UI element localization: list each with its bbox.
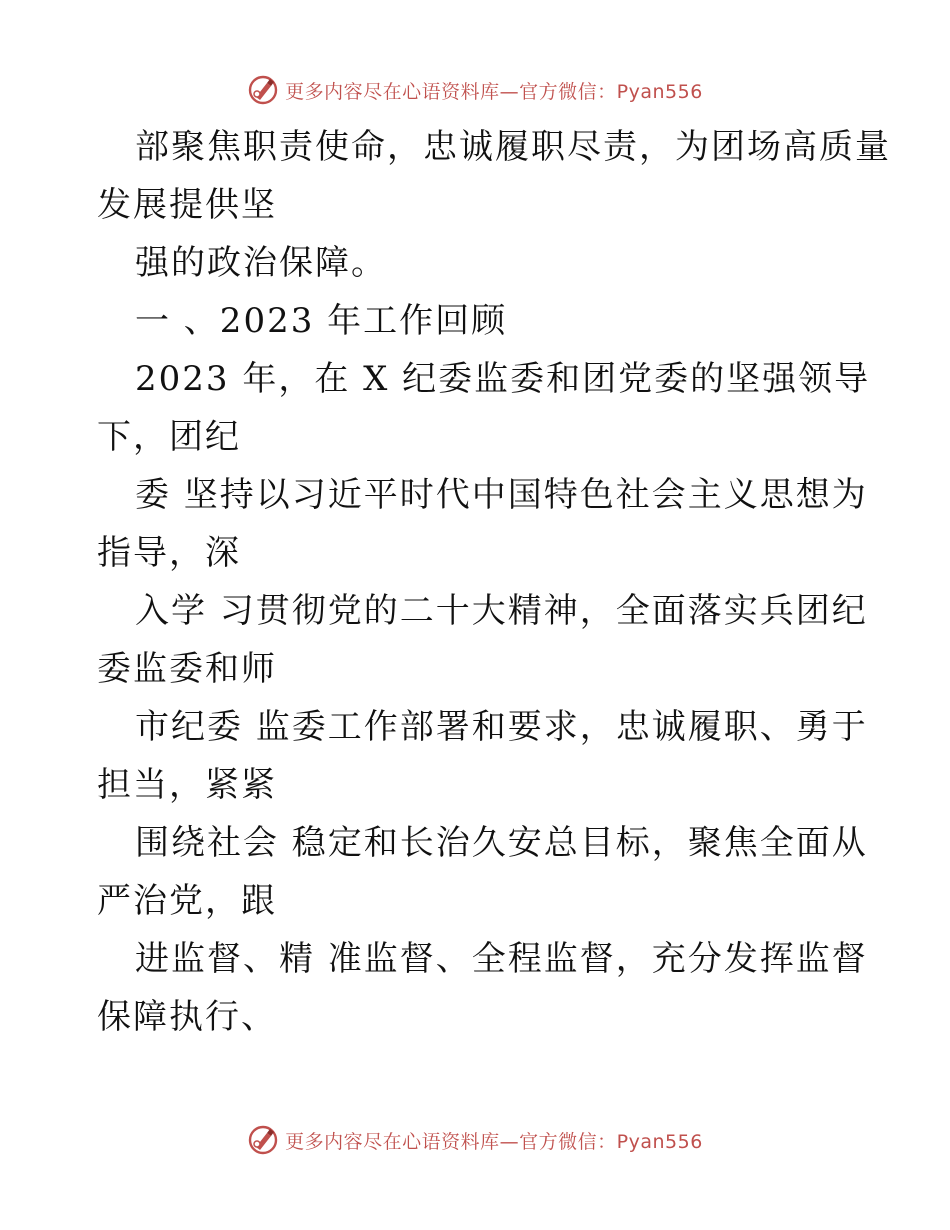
- footer-banner-text: 更多内容尽在心语资料库—官方微信：Pyan556: [285, 1130, 703, 1153]
- pen-circle-logo-icon: [247, 1124, 279, 1156]
- text-line: 保障执行、: [97, 997, 277, 1037]
- footer-banner: [0, 1120, 950, 1160]
- text-line: 部聚焦职责使命，忠诚履职尽责，为团场高质量: [135, 127, 891, 167]
- section-heading: 一 、2023 年工作回顾: [135, 301, 508, 341]
- text-line: 担当，紧紧: [97, 765, 277, 805]
- text-line: 委监委和师: [97, 649, 277, 689]
- text-line: 围绕社会 稳定和长治久安总目标，聚焦全面从: [135, 823, 868, 863]
- pen-circle-logo-icon: [247, 74, 279, 106]
- header-banner-text: 更多内容尽在心语资料库—官方微信：Pyan556: [285, 80, 703, 103]
- text-line: 委 坚持以习近平时代中国特色社会主义思想为: [135, 475, 868, 515]
- text-line: 发展提供坚: [97, 185, 277, 225]
- text-line: 严治党，跟: [97, 881, 277, 921]
- header-banner: [0, 70, 950, 110]
- text-line: 进监督、精 准监督、全程监督，充分发挥监督: [135, 939, 868, 979]
- text-line: 市纪委 监委工作部署和要求，忠诚履职、勇于: [135, 707, 868, 747]
- document-body: [97, 118, 891, 1046]
- text-line: 下，团纪: [97, 417, 241, 457]
- text-line: 入学 习贯彻党的二十大精神，全面落实兵团纪: [135, 591, 868, 631]
- text-line: 2023 年，在 X 纪委监委和团党委的坚强领导: [135, 359, 871, 399]
- text-line: 强的政治保障。: [135, 243, 387, 283]
- text-line: 指导，深: [97, 533, 241, 573]
